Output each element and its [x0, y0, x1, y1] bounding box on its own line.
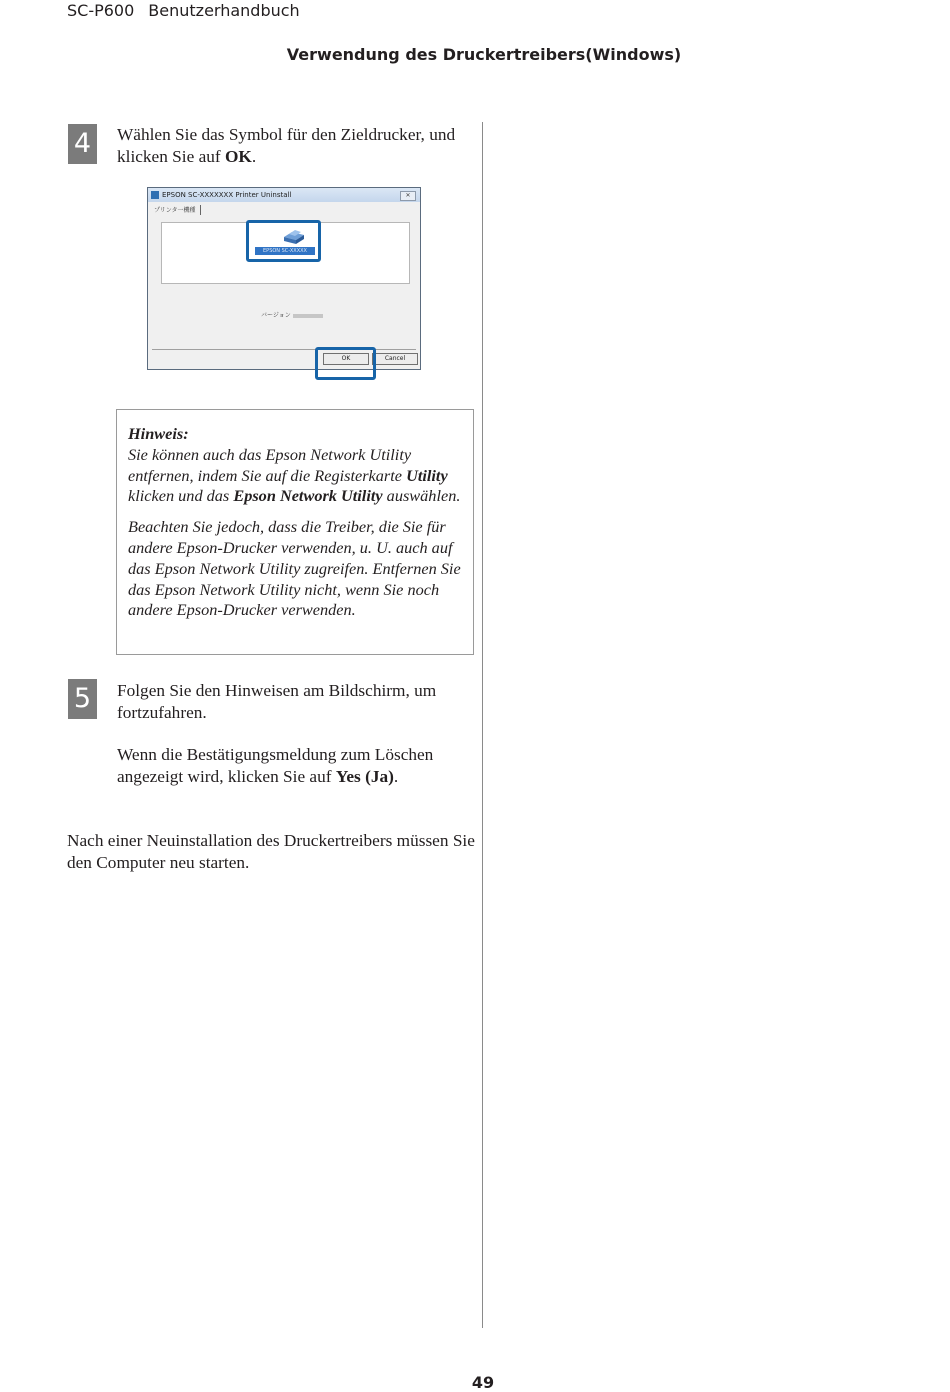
ok-emphasis: OK [224, 147, 252, 166]
version-value-blurred [293, 314, 323, 318]
ok-button: OK [323, 353, 369, 365]
step-5-text: Folgen Sie den Hinweisen am Bildschirm, um fortzufahren. [117, 681, 437, 722]
step-number-5: 5 [68, 679, 97, 719]
step-4-text-main: Wählen Sie das Symbol für den Zieldrucker, und klicken Sie auf [117, 125, 456, 166]
version-label: バージョン [261, 310, 323, 319]
app-icon [151, 191, 159, 199]
ok-highlight-callout [315, 347, 376, 380]
step-5-subtext: Wenn die Bestätigungsmeldung zum Löschen angezeigt wird, klicken Sie auf Yes (Ja). [117, 745, 434, 786]
dialog-separator [152, 349, 416, 350]
selected-printer-label: EPSON SC-XXXXX [255, 247, 315, 255]
tab-printer-model: プリンタ一機種 [154, 205, 201, 215]
manual-name: Benutzerhandbuch [148, 1, 300, 20]
note-paragraph-2: Beachten Sie jedoch, dass die Treiber, die Sie für andere Epson-Drucker verwenden, u. U. auch auf das Epson Network Utility zugreifen. Entfernen Sie das Epson Network Utility nicht, wenn Sie noch andere Epson-Drucker verwenden. [128, 517, 461, 620]
column-divider [482, 122, 483, 1328]
running-header [67, 1, 314, 20]
step-4-text-end: . [251, 147, 257, 166]
printer-highlight-callout [246, 220, 321, 262]
cancel-button: Cancel [372, 353, 418, 365]
step-number-4: 4 [68, 124, 97, 164]
yes-emphasis: Yes (Ja) [335, 767, 394, 786]
utility-tab-emphasis: Utility [406, 465, 448, 485]
note-paragraph-1: Sie können auch das Epson Network Utility entfernen, indem Sie auf die Registerkarte Utility klicken und das Epson Network Utility auswählen. [128, 444, 461, 506]
network-utility-emphasis: Epson Network Utility [233, 486, 383, 506]
note-title: Hinweis: [128, 424, 189, 443]
closing-paragraph: Nach einer Neuinstallation des Druckertreibers müssen Sie den Computer neu starten. [67, 831, 475, 872]
uninstall-dialog-screenshot [147, 187, 421, 370]
model-name: SC-P600 [67, 1, 135, 20]
dialog-title: EPSON SC-XXXXXXX Printer Uninstall [162, 191, 292, 199]
section-title: Verwendung des Druckertreibers(Windows) [286, 45, 682, 64]
dialog-titlebar [148, 188, 420, 202]
page-number: 49 [471, 1373, 495, 1392]
step-4-text [117, 124, 477, 168]
close-icon: ✕ [400, 191, 416, 201]
note-box [116, 409, 474, 655]
